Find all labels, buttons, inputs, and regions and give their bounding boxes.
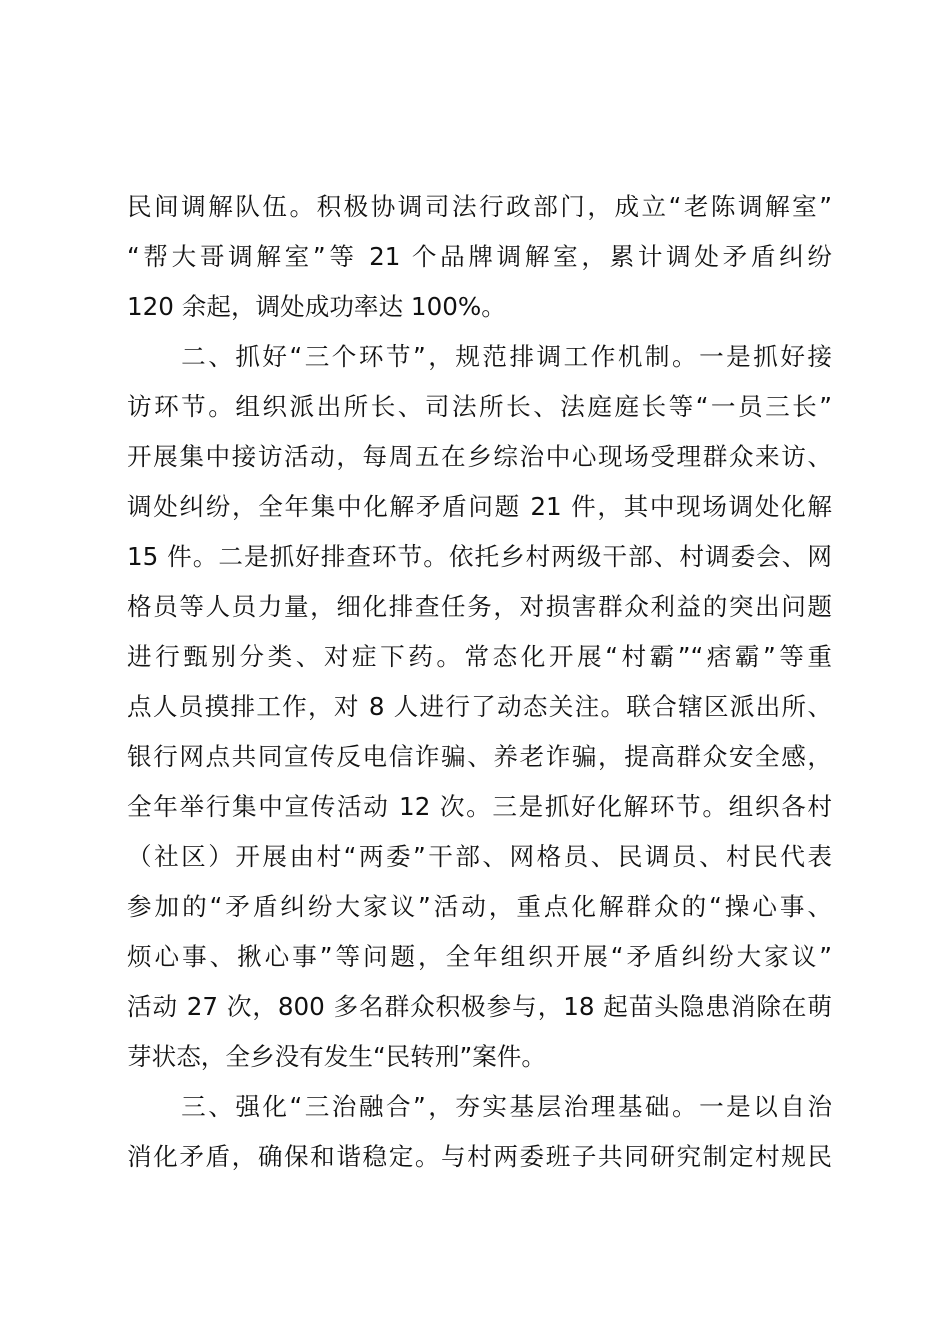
text-line: 格员等人员力量，细化排查任务，对损害群众利益的突出问题: [127, 592, 832, 621]
text-line: 银行网点共同宣传反电信诈骗、养老诈骗，提高群众安全感，: [127, 742, 832, 771]
text-line: 芽状态，全乡没有发生“民转刑”案件。: [127, 1042, 546, 1071]
text-line: 民间调解队伍。积极协调司法行政部门，成立“老陈调解室”: [127, 192, 832, 221]
text-line: （社区）开展由村“两委”干部、网格员、民调员、村民代表: [127, 842, 832, 871]
document-body: [127, 182, 832, 1182]
text-line: 调处纠纷，全年集中化解矛盾问题 21 件，其中现场调处化解: [127, 492, 832, 521]
text-line: 烦心事、揪心事”等问题，全年组织开展“矛盾纠纷大家议”: [127, 942, 832, 971]
text-line: 访环节。组织派出所长、司法所长、法庭庭长等“一员三长”: [127, 392, 832, 421]
text-line: 二、抓好“三个环节”，规范排调工作机制。一是抓好接: [127, 342, 832, 371]
text-line: 点人员摸排工作，对 8 人进行了动态关注。联合辖区派出所、: [127, 692, 832, 721]
text-line: 三、强化“三治融合”，夯实基层治理基础。一是以自治: [127, 1092, 832, 1121]
text-line: 120 余起，调处成功率达 100%。: [127, 292, 506, 321]
text-line: 参加的“矛盾纠纷大家议”活动，重点化解群众的“操心事、: [127, 892, 832, 921]
text-line: 15 件。二是抓好排查环节。依托乡村两级干部、村调委会、网: [127, 542, 832, 571]
text-line: 活动 27 次，800 多名群众积极参与，18 起苗头隐患消除在萌: [127, 992, 832, 1021]
text-line: 消化矛盾，确保和谐稳定。与村两委班子共同研究制定村规民: [127, 1142, 832, 1171]
text-line: “帮大哥调解室”等 21 个品牌调解室，累计调处矛盾纠纷: [127, 242, 832, 271]
text-line: 进行甄别分类、对症下药。常态化开展“村霸”“痞霸”等重: [127, 642, 832, 671]
text-line: 开展集中接访活动，每周五在乡综治中心现场受理群众来访、: [127, 442, 832, 471]
text-line: 全年举行集中宣传活动 12 次。三是抓好化解环节。组织各村: [127, 792, 832, 821]
